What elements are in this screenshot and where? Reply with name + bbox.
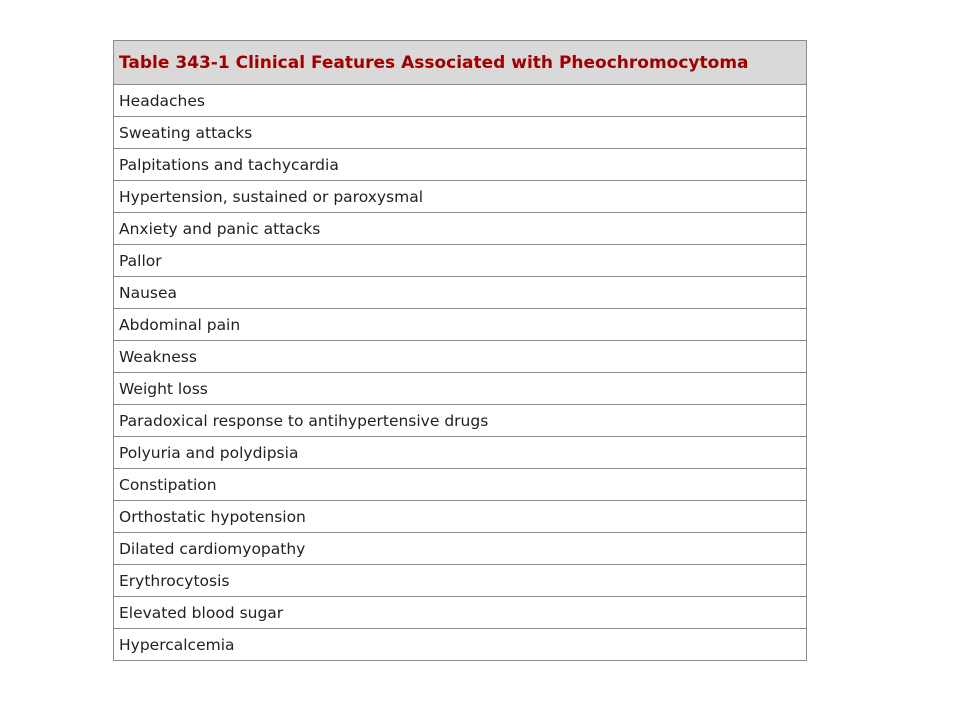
table-cell: Anxiety and panic attacks (114, 213, 807, 245)
table-cell: Weight loss (114, 373, 807, 405)
table-cell: Headaches (114, 85, 807, 117)
table-row (114, 277, 807, 309)
table-header-row (114, 41, 807, 85)
table-cell: Erythrocytosis (114, 565, 807, 597)
table-row (114, 501, 807, 533)
table-cell: Elevated blood sugar (114, 597, 807, 629)
table-row (114, 85, 807, 117)
table-cell: Nausea (114, 277, 807, 309)
table-row (114, 565, 807, 597)
table-row (114, 373, 807, 405)
table-row (114, 437, 807, 469)
table-row (114, 309, 807, 341)
table-cell: Abdominal pain (114, 309, 807, 341)
table-cell: Sweating attacks (114, 117, 807, 149)
table-cell: Polyuria and polydipsia (114, 437, 807, 469)
table-row (114, 117, 807, 149)
clinical-features-table (113, 40, 807, 661)
table-cell: Hypertension, sustained or paroxysmal (114, 181, 807, 213)
table-row (114, 341, 807, 373)
table-cell: Weakness (114, 341, 807, 373)
table-cell: Constipation (114, 469, 807, 501)
table-cell: Paradoxical response to antihypertensive drugs (114, 405, 807, 437)
table-cell: Hypercalcemia (114, 629, 807, 661)
table-row (114, 213, 807, 245)
table-cell: Dilated cardiomyopathy (114, 533, 807, 565)
table-row (114, 149, 807, 181)
table-row (114, 629, 807, 661)
table-row (114, 405, 807, 437)
table-row (114, 181, 807, 213)
table-cell: Pallor (114, 245, 807, 277)
table-cell: Palpitations and tachycardia (114, 149, 807, 181)
table-title: Table 343-1 Clinical Features Associated with Pheochromocytoma (114, 41, 807, 85)
table-row (114, 597, 807, 629)
table-row (114, 245, 807, 277)
table-row (114, 469, 807, 501)
table-row (114, 533, 807, 565)
table-cell: Orthostatic hypotension (114, 501, 807, 533)
